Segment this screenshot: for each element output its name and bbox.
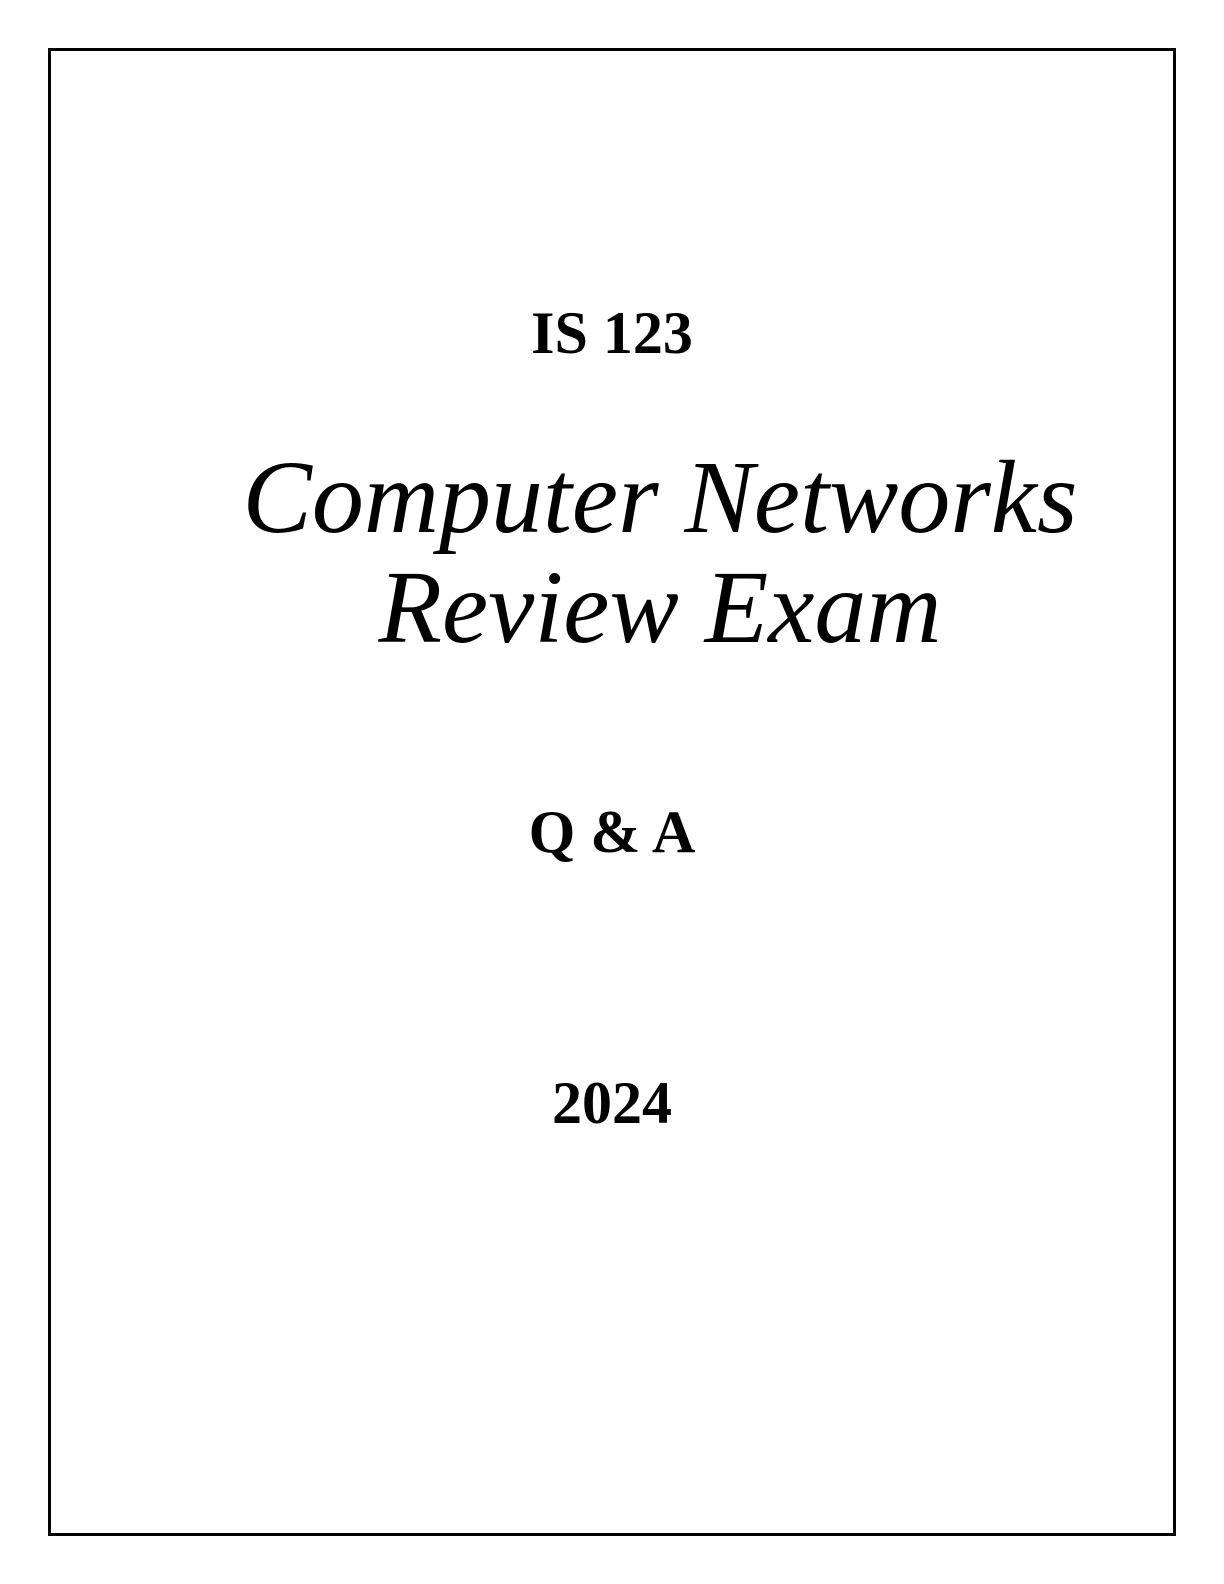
page-border-frame — [48, 48, 1176, 1536]
document-title — [144, 440, 1176, 665]
document-subtitle: Q & A — [528, 799, 696, 865]
document-title-line1: Computer Networks — [242, 440, 1078, 555]
course-code: IS 123 — [531, 300, 693, 366]
document-title-line2: Review Exam — [378, 550, 942, 665]
document-year: 2024 — [552, 1070, 672, 1136]
